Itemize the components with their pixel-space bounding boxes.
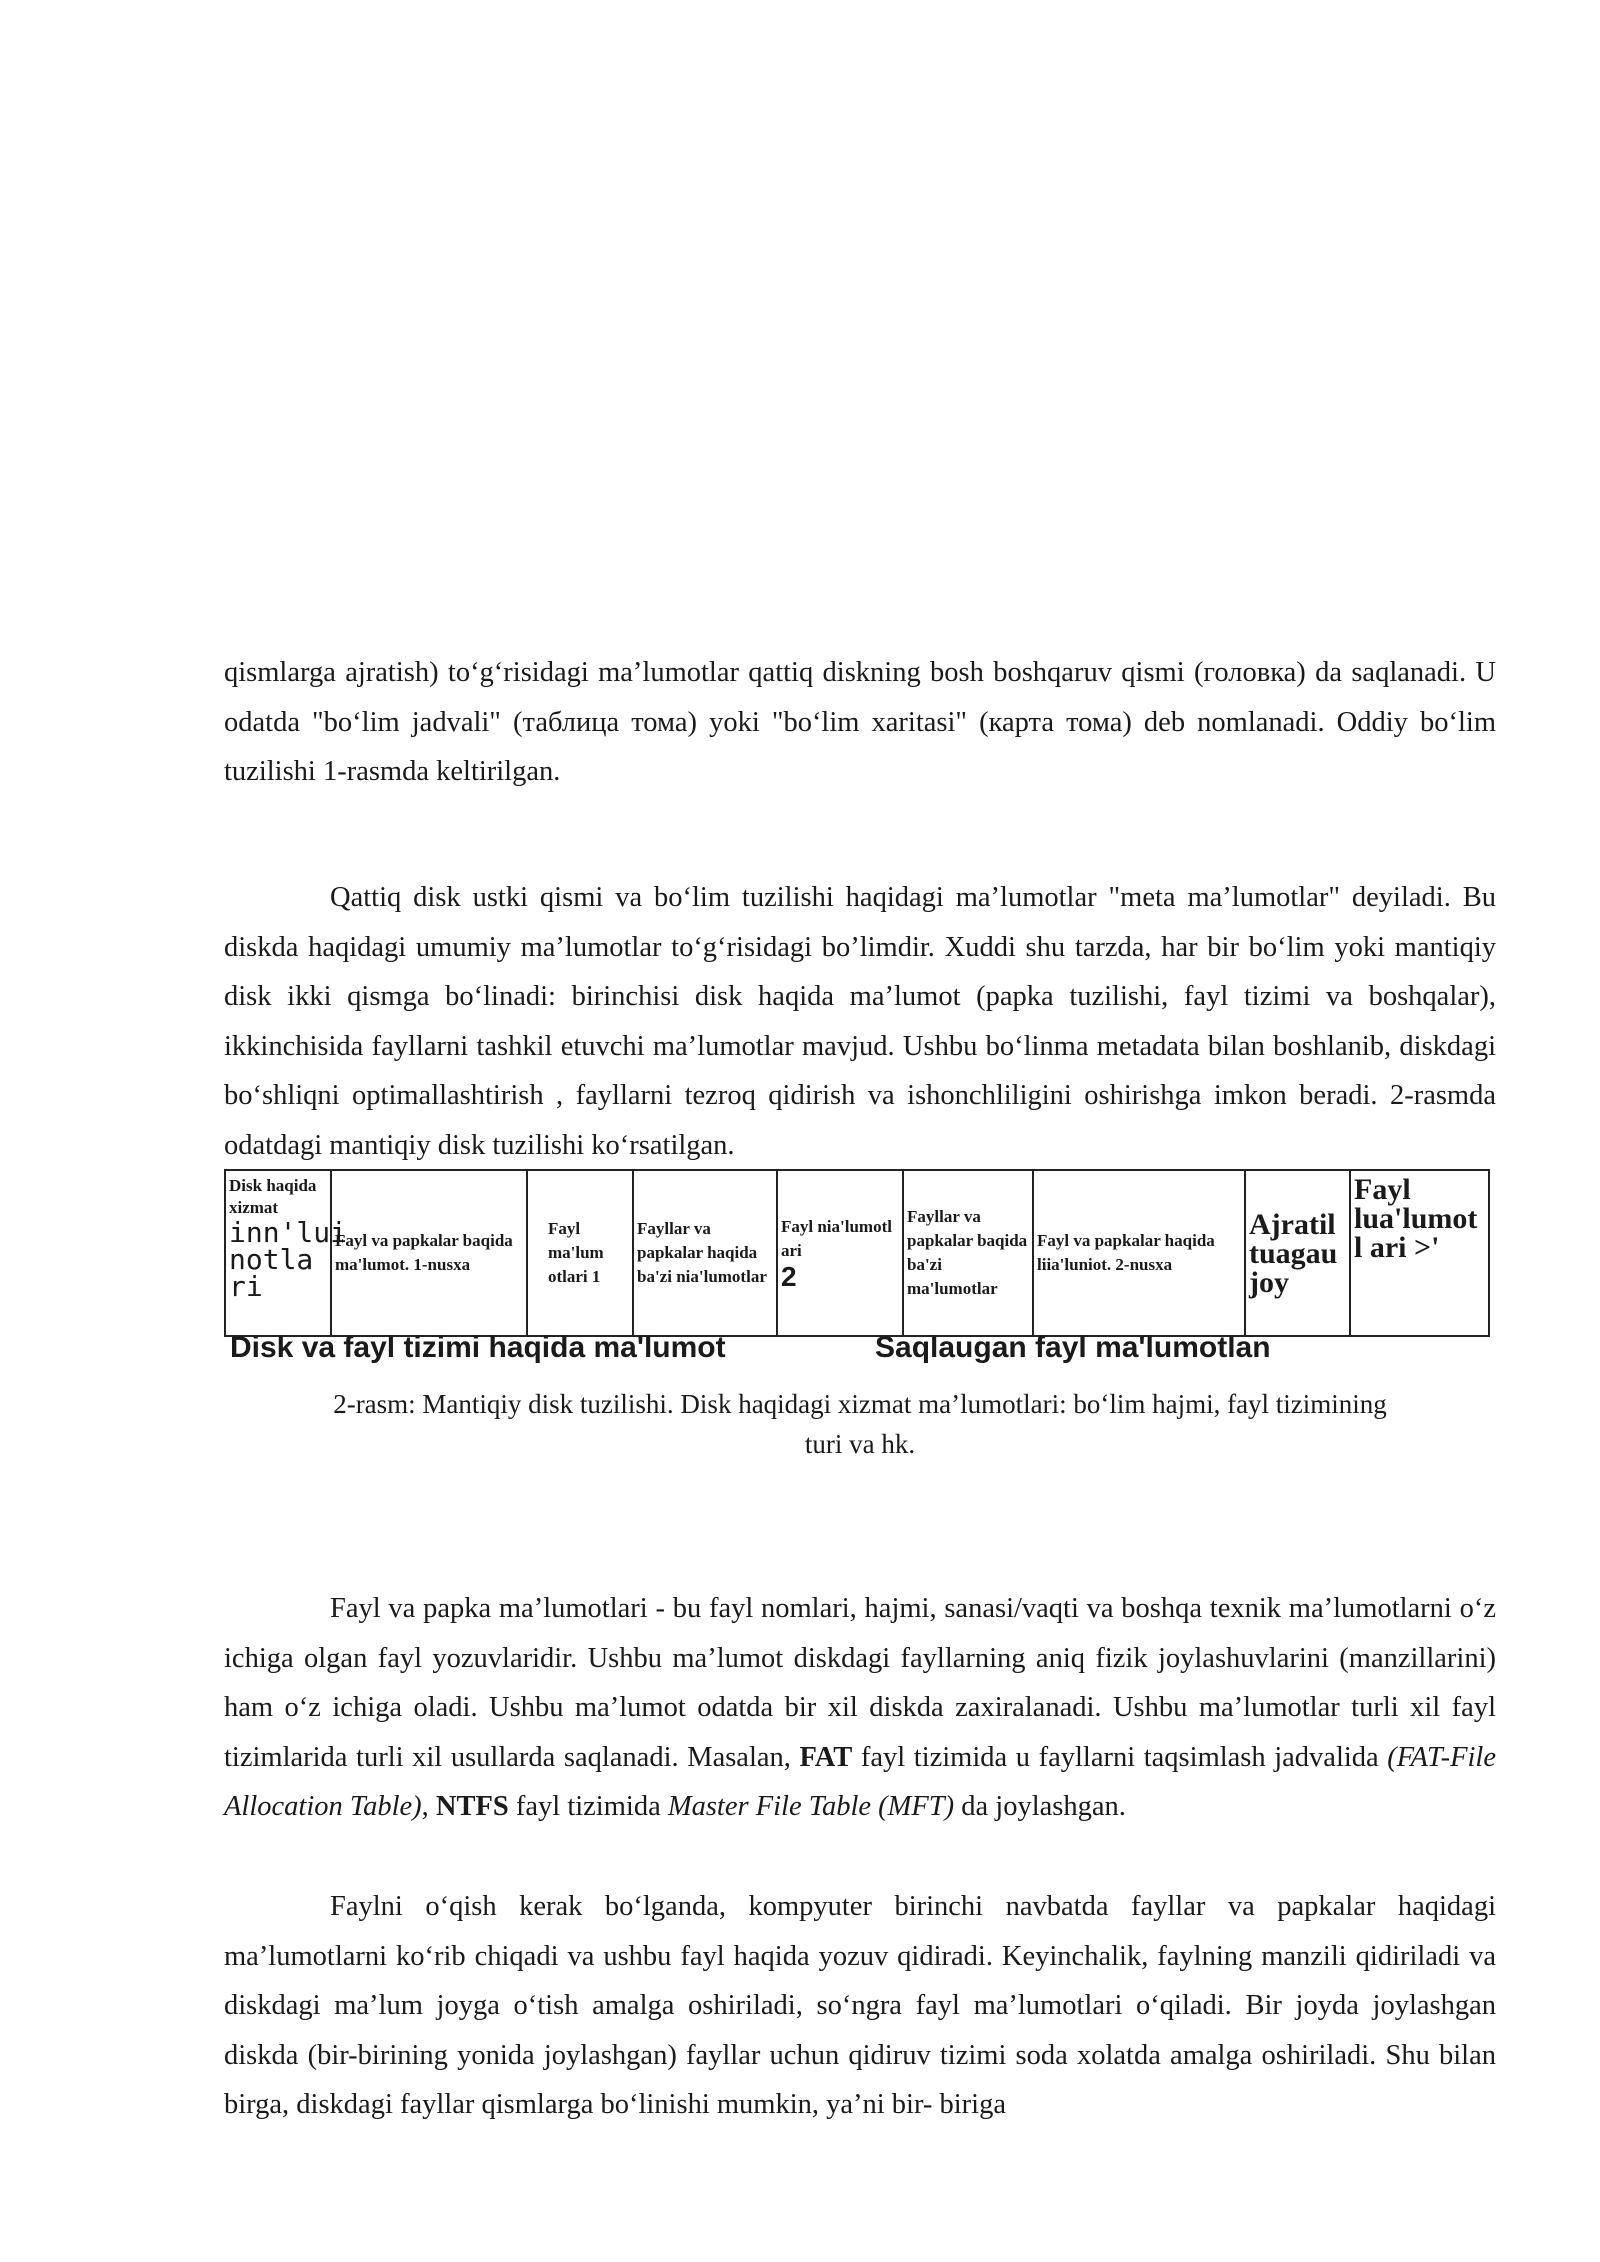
paragraph-3-text-5: da joylashgan. bbox=[954, 1791, 1126, 1822]
cell-disk-service-info bbox=[226, 1171, 348, 1335]
term-mft: Master File Table (MFT) bbox=[667, 1791, 955, 1822]
cell-file-data-2-label: Fayl nia'lumotl ari bbox=[781, 1217, 892, 1260]
cell-file-data-n bbox=[1351, 1171, 1488, 1335]
paragraph-1: qismlarga ajratish) to‘g‘risidagi ma’lumotlar qattiq diskning bosh boshqaruv qismi (головка) da saqlanadi. U odatda "bo‘lim jadvali" (таблица тома) yoki "bo‘lim xaritasi" (карта тома) deb nomlanadi. Oddiy bo‘lim tuzilishi 1-rasmda keltirilgan. bbox=[224, 657, 1496, 787]
cell-file-data-n-label: Fayl lua'lumot l ari >' bbox=[1354, 1173, 1478, 1264]
paragraph-3-text-2: fayl tizimida u fayllarni taqsimlash jadvalida bbox=[852, 1741, 1388, 1773]
cell-file-folder-info-copy-2 bbox=[1034, 1171, 1246, 1335]
logical-disk-structure-figure bbox=[224, 1169, 1490, 1337]
term-ntfs: NTFS bbox=[435, 1791, 509, 1822]
paragraph-3-text-3: , bbox=[421, 1791, 436, 1822]
cell-file-folder-partial-info-1 bbox=[634, 1171, 778, 1335]
figure-caption: 2-rasm: Mantiqiy disk tuzilishi. Disk haqidagi xizmat ma’lumotlari: bo‘lim hajmi, fayl tizimining turi va hk. bbox=[333, 1389, 1387, 1459]
cell-file-folder-partial-info-2-label: Fayllar va papkalar baqida ba'zi ma'lumotlar bbox=[907, 1207, 1028, 1298]
paragraph-4: Faylni o‘qish kerak bo‘lganda, kompyuter birinchi navbatda fayllar va papkalar haqidagi ma’lumotlarni ko‘rib chiqadi va ushbu fayl haqida yozuv qidiradi. Keyinchalik, faylning manzili qidiriladi va diskdagi ma’lum joyga o‘tish amalga oshiriladi, so‘ngra fayl ma’lumotlari o‘qiladi. Bir joyda joylashgan diskda (bir-birining yonida joylashgan) fayllar uchun qidiruv tizimi soda xolatda amalga oshiriladi. Shu bilan birga, diskdagi fayllar qismlarga bo‘linishi mumkin, ya’ni bir- biriga bbox=[224, 1891, 1496, 2120]
term-fat-full: (FAT-File Allocation Table) bbox=[224, 1741, 1496, 1822]
cell-disk-service-label: Disk haqida xizmat bbox=[229, 1176, 317, 1217]
cell-file-data-2-number: 2 bbox=[781, 1261, 797, 1292]
cell-file-folder-info-copy-1-label: Fayl va papkalar baqida ma'lumot. 1-nusxa bbox=[335, 1231, 513, 1274]
term-fat: FAT bbox=[799, 1741, 853, 1773]
cell-free-space bbox=[1246, 1171, 1351, 1335]
cell-file-folder-partial-info-1-label: Fayllar va papkalar haqida ba'zi nia'lumotlar bbox=[637, 1219, 767, 1286]
figure-label-right: Saqlaugan fayl ma'lumotlan bbox=[875, 1331, 1271, 1364]
paragraph-3 bbox=[224, 1584, 1496, 1832]
paragraph-3-text-1: Fayl va papka ma’lumotlari - bu fayl nomlari, hajmi, sanasi/vaqti va boshqa texnik ma’lumotlarni o‘z ichiga olgan fayl yozuvlaridir. Ushbu ma’lumot diskdagi fayllarning aniq fizik joylashuvlarini (manzillarini) ham o‘z ichiga oladi. Ushbu ma’lumot odatda bir xil diskda zaxiralanadi. Ushbu ma’lumotlar turli xil fayl tizimlarida turli xil usullarda saqlanadi. Masalan, bbox=[224, 1593, 1496, 1773]
cell-file-data-1 bbox=[528, 1171, 634, 1335]
cell-file-folder-partial-info-2 bbox=[904, 1171, 1034, 1335]
paragraph-3-text-4: fayl tizimida bbox=[508, 1791, 668, 1822]
cell-file-folder-info-copy-1 bbox=[332, 1171, 528, 1335]
paragraph-2: Qattiq disk ustki qismi va bo‘lim tuzilishi haqidagi ma’lumotlar "meta ma’lumotlar" deyiladi. Bu diskda haqidagi umumiy ma’lumotlar to‘g‘risidagi bo’limdir. Xuddi shu tarzda, har bir bo‘lim yoki mantiqiy disk ikki qismga bo‘linadi: birinchisi disk haqida ma’lumot (papka tuzilishi, fayl tizimi va boshqalar), ikkinchisida fayllarni tashkil etuvchi ma’lumotlar mavjud. Ushbu bo‘linma metadata bilan boshlanib, diskdagi bo‘shliqni optimallashtirish , fayllarni tezroq qidirish va ishonchliligini oshirishga imkon beradi. 2-rasmda odatdagi mantiqiy disk tuzilishi ko‘rsatilgan. bbox=[224, 882, 1496, 1161]
cell-file-folder-info-copy-2-label: Fayl va papkalar haqida liia'luniot. 2-nusxa bbox=[1037, 1231, 1215, 1274]
figure-label-left: Disk va fayl tizimi haqida ma'lumot bbox=[230, 1331, 726, 1364]
cell-free-space-label: Ajratil tuagau joy bbox=[1249, 1207, 1338, 1299]
cell-file-data-2 bbox=[778, 1171, 904, 1335]
cell-disk-service-label-large: inn'lui notla ri bbox=[229, 1216, 348, 1303]
cell-file-data-1-label: Fayl ma'lum otlari 1 bbox=[548, 1219, 604, 1286]
